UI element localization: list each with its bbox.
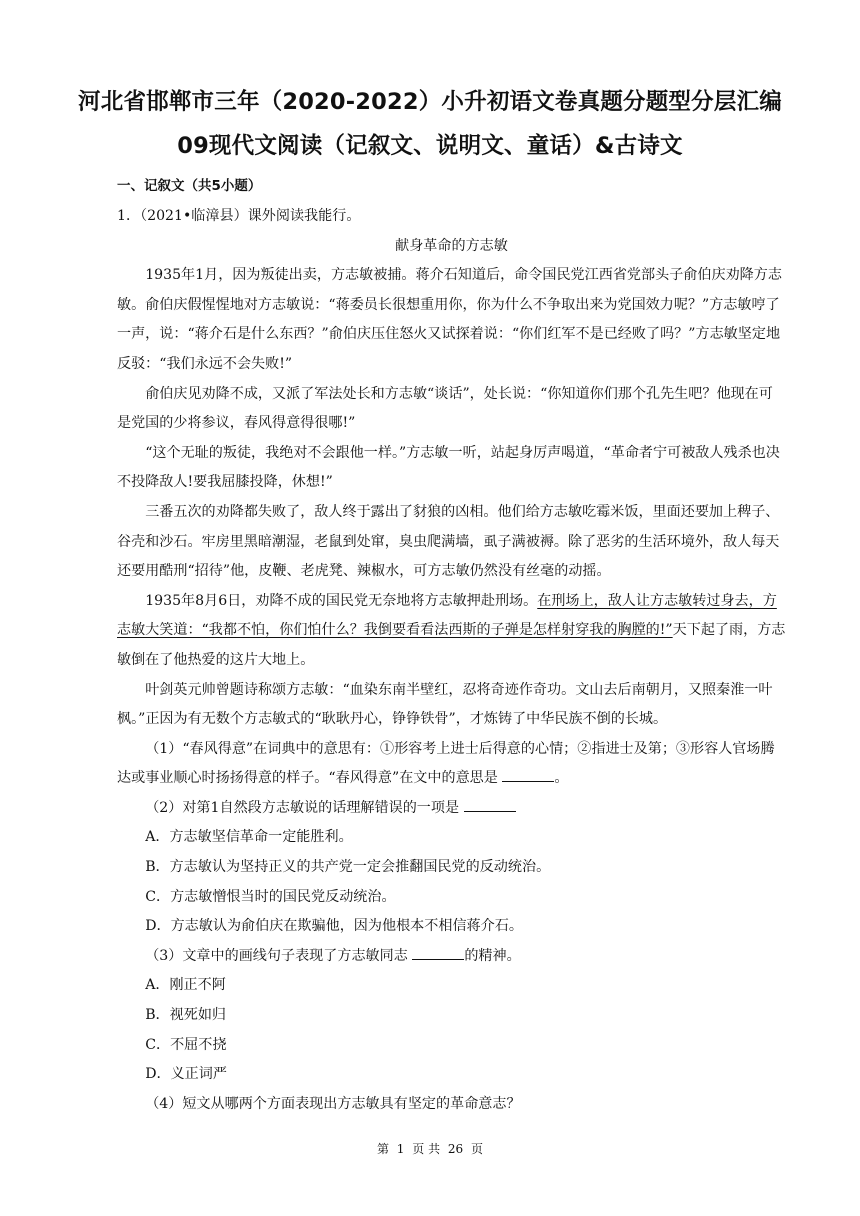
footer-suffix: 页 [471,1142,484,1156]
subquestion-1: （1）“春风得意”在词典中的意思有：①形容考上进士后得意的心情；②指进士及第；③形容人官场腾达或事业顺心时扬扬得意的样子。“春风得意”在文中的意思是 。 [117,740,775,787]
doc-title-line2: 09现代文阅读（记叙文、说明文、童话）&古诗文 [177,133,683,159]
subquestion-3: （3）文章中的画线句子表现了方志敏同志 的精神。 [145,947,521,964]
document-body [117,202,786,1119]
subquestion-2: （2）对第1自然段方志敏说的话理解错误的一项是 [117,794,786,824]
option-item: A．方志敏坚信革命一定能胜利。 [145,829,353,846]
passage-paragraph: 俞伯庆见劝降不成，又派了军法处长和方志敏“谈话”，处长说：“你知道你们那个孔先生吧？他现在可是党国的少将参议，春风得意得很哪!” [117,385,773,432]
footer-mid: 页 共 [412,1142,441,1156]
section-heading: 一、记叙文（共5小题） [117,178,262,194]
p5-after: 天下起了雨，方志敏倒在了他热爱的这片大地上。 [117,622,786,668]
passage-paragraph: 三番五次的劝降都失败了，敌人终于露出了豺狼的凶相。他们给方志敏吃霉米饭，里面还要加上稗子、谷壳和沙石。牢房里黑暗潮湿，老鼠到处窜，臭虫爬满墙，虱子满被褥。除了恶劣的生活环境外，敌人每天还要用酷刑“招待”他，皮鞭、老虎凳、辣椒水，可方志敏仍然没有丝毫的动摇。 [117,503,780,580]
answer-blank[interactable] [464,799,516,812]
page-number: 1 [396,1142,405,1156]
passage-paragraph-5 [117,587,786,676]
page-footer [0,1140,860,1157]
option-item: D．方志敏认为俞伯庆在欺骗他，因为他根本不相信蒋介石。 [145,918,523,935]
option-item: D．义正词严 [145,1066,227,1083]
answer-blank[interactable] [502,769,554,782]
passage-paragraph: 叶剑英元帅曾题诗称颂方志敏：“血染东南半壁红，忍将奇迹作奇功。文山去后南朝月，又照秦淮一叶枫。”正因为有无数个方志敏式的“耿耿丹心，铮铮铁骨”，才炼铸了中华民族不倒的长城。 [117,681,773,728]
option-item: B．视死如归 [145,1007,227,1024]
doc-title-line1: 河北省邯郸市三年（2020-2022）小升初语文卷真题分题型分层汇编 [78,89,782,115]
passage-paragraph: 1935年1月，因为叛徒出卖，方志敏被捕。蒋介石知道后，命令国民党江西省党部头子俞伯庆劝降方志敏。俞伯庆假惺惺地对方志敏说：“蒋委员长很想重用你，你为什么不争取出来为党国效力呢？”方志敏哼了一声，说：“蒋介石是什么东西？”俞伯庆压住怒火又试探着说：“你们红军不是已经败了吗？”方志敏坚定地反驳：“我们永远不会失败!” [117,267,782,372]
footer-prefix: 第 [376,1142,389,1156]
underlined-sentence: 在刑场上，敌人让方志敏转过身去，方志敏大笑道：“我都不怕，你们怕什么？我倒要看看法西斯的子弹是怎样射穿我的胸膛的!” [117,592,777,639]
answer-blank[interactable] [412,947,464,960]
question-intro: 1．（2021•临漳县）课外阅读我能行。 [117,208,361,224]
subquestion-4: （4）短文从哪两个方面表现出方志敏具有坚定的革命意志？ [145,1095,521,1112]
passage-title: 献身革命的方志敏 [395,237,508,254]
option-item: B．方志敏认为坚持正义的共产党一定会推翻国民党的反动统治。 [145,859,551,876]
option-item: A．刚正不阿 [145,977,226,994]
option-item: C．不屈不挠 [145,1036,227,1053]
option-item: C．方志敏憎恨当时的国民党反动统治。 [145,888,396,905]
page-total: 26 [447,1142,464,1156]
p5-before: 1935年8月6日，劝降不成的国民党无奈地将方志敏押赴刑场。 [145,592,538,609]
passage-paragraph: “这个无耻的叛徒，我绝对不会跟他一样。”方志敏一听，站起身厉声喝道，“革命者宁可被敌人残杀也决不投降敌人!要我屈膝投降，休想!” [117,444,780,491]
